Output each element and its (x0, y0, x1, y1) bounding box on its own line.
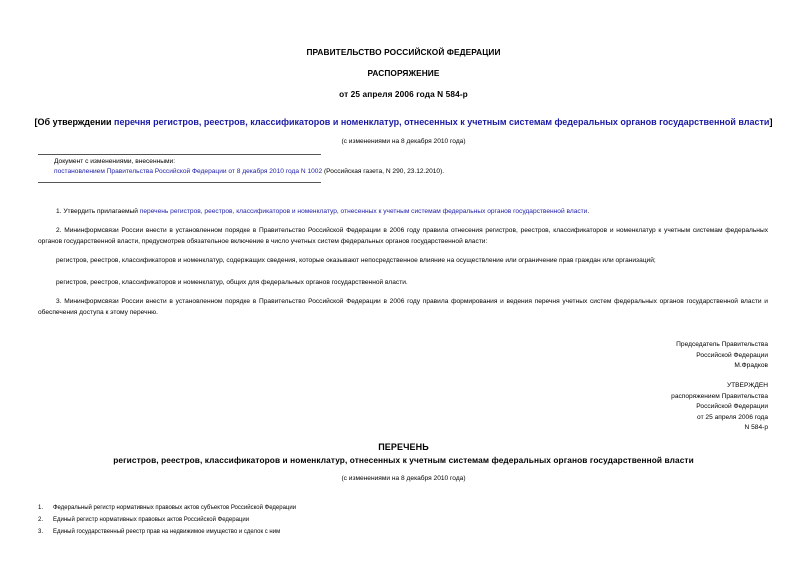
title-prefix: Об утверждении (37, 117, 115, 127)
list-item-number: 2. (38, 517, 44, 523)
approval-title: УТВЕРЖДЕН (726, 382, 768, 389)
title-link[interactable]: перечня регистров, реестров, классификаторов и номенклатур, отнесенных к учетным системам федеральных органов государственной власти (114, 117, 770, 127)
list-item-text: Единый регистр нормативных правовых актов Российской Федерации (53, 517, 250, 523)
paragraph-2a: регистров, реестров, классификаторов и номенклатур, содержащих сведения, которые оказывают непосредственное влияние на осуществление или ограничение прав граждан или организаций; (56, 257, 656, 264)
list-heading: ПЕРЕЧЕНЬ (378, 442, 429, 452)
list-item (38, 529, 280, 535)
list-item-number: 3. (38, 529, 44, 535)
signature-country: Российской Федерации (696, 351, 768, 359)
document-title (0, 117, 807, 127)
government-name: ПРАВИТЕЛЬСТВО РОССИЙСКОЙ ФЕДЕРАЦИИ (306, 47, 501, 57)
p1-list-link[interactable]: перечень регистров, реестров, классификаторов и номенклатур, отнесенных к учетным системам федеральных органов государственной власти (139, 208, 588, 215)
signature-position: Председатель Правительства (676, 341, 768, 348)
title-open-bracket: [ (34, 117, 38, 127)
document-type: РАСПОРЯЖЕНИЕ (367, 68, 440, 78)
paragraph-3: 3. Мининформсвязи России внести в установленном порядке в Правительство Российской Федерации в 2006 году правила формирования и ведения перечня учетных систем федеральных органов государственной власти и обеспечения доступа к этому перечню. (38, 298, 768, 316)
signature-name: М.Фрадков (734, 362, 768, 369)
list-item-text: Единый государственный реестр прав на недвижимое имущество и сделок с ним (53, 529, 281, 535)
paragraph-2: 2. Мининформсвязи России внести в установленном порядке в Правительство Российской Федерации в 2006 году правила отнесения регистров, реестров, классификаторов и номенклатур к учетным системам федеральных органов государственной власти, предусмотрев обязательное включение в число учетных систем федеральных органов государственной власти: (38, 227, 768, 245)
p1-prefix: 1. Утвердить прилагаемый (56, 208, 140, 215)
p1-suffix: . (587, 208, 590, 215)
list-changes-note: (с изменениями на 8 декабря 2010 года) (341, 475, 466, 482)
title-close-bracket: ] (769, 117, 773, 127)
list-item-number: 1. (38, 505, 44, 511)
list-item (38, 505, 296, 511)
amendments-bottom-rule (38, 182, 321, 183)
amendments-reference (54, 168, 444, 175)
changes-note: (с изменениями на 8 декабря 2010 года) (341, 138, 466, 145)
amendments-link[interactable]: постановлением Правительства Российской Федерации от 8 декабря 2010 года N 1002 (54, 168, 323, 175)
paragraph-1 (38, 205, 768, 218)
approval-number: N 584-р (744, 424, 768, 431)
approval-date: от 25 апреля 2006 года (697, 413, 768, 421)
approval-line-3: Российской Федерации (696, 403, 768, 410)
list-item (38, 517, 249, 523)
paragraph-2b: регистров, реестров, классификаторов и номенклатур, общих для федеральных органов государственной власти. (56, 279, 408, 286)
amendments-label: Документ с изменениями, внесенными: (54, 158, 176, 165)
list-item-text: Федеральный регистр нормативных правовых актов субъектов Российской Федерации (53, 505, 297, 511)
amendments-suffix: (Российская газета, N 290, 23.12.2010). (322, 168, 445, 175)
approval-line-2: распоряжением Правительства (671, 392, 768, 400)
list-subheading: регистров, реестров, классификаторов и номенклатур, отнесенных к учетным системам федеральных органов государственной власти (113, 455, 694, 465)
document-date-number: от 25 апреля 2006 года N 584-р (339, 89, 468, 99)
approval-block (671, 381, 768, 434)
signature-block (676, 340, 768, 372)
amendments-top-rule (38, 154, 321, 155)
